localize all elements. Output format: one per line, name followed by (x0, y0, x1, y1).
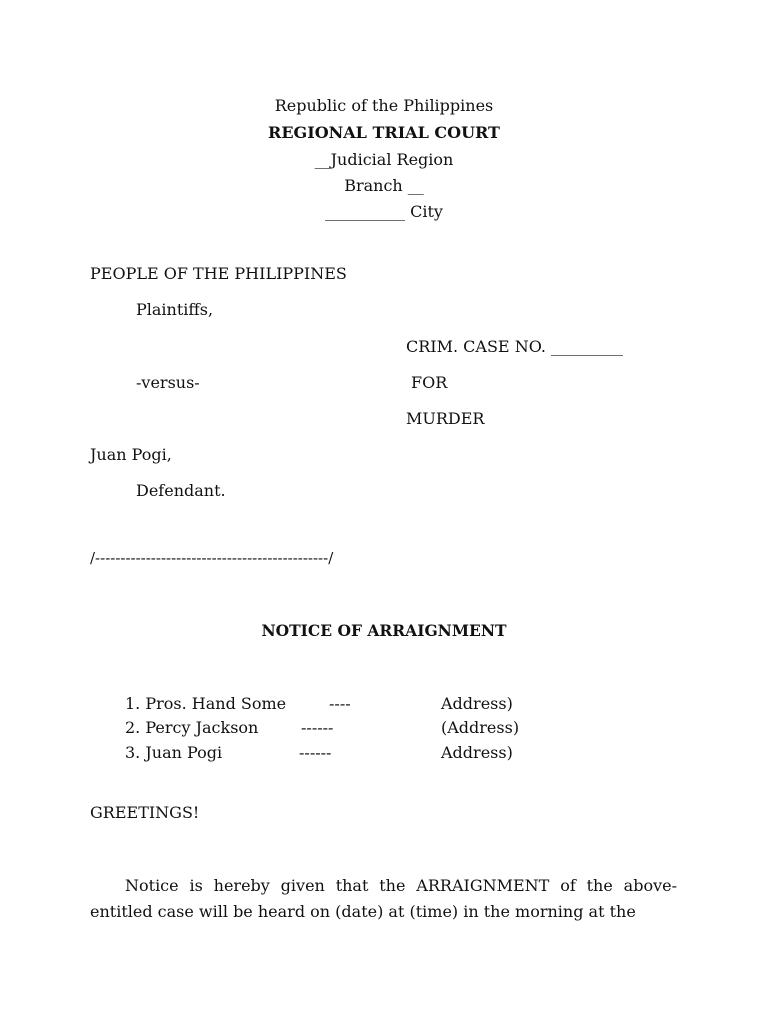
plaintiff-name: PEOPLE OF THE PHILIPPINES (90, 264, 347, 283)
recipient-dashes: ------ (301, 718, 334, 737)
body-paragraph: Notice is hereby given that the ARRAIGNMENT of the above-entitled case will be heard on (date) at (time) in the morning at the (90, 876, 677, 921)
caption-separator: /----------------------------------------------/ (90, 549, 334, 567)
republic-line: Republic of the Philippines (274, 96, 494, 115)
offense-label: MURDER (406, 409, 485, 428)
recipient-address: (Address) (441, 718, 520, 737)
branch-line: Branch __ (344, 176, 424, 195)
court-name: REGIONAL TRIAL COURT (268, 123, 500, 142)
recipient-address: Address) (441, 694, 513, 713)
greeting: GREETINGS! (90, 803, 200, 822)
for-label: FOR (411, 373, 448, 392)
defendant-role: Defendant. (136, 481, 226, 500)
plaintiff-role: Plaintiffs, (136, 300, 214, 319)
defendant-name: Juan Pogi, (90, 445, 172, 464)
document-title: NOTICE OF ARRAIGNMENT (261, 621, 507, 640)
versus-label: -versus- (136, 373, 200, 392)
recipient-dashes: ------ (299, 743, 332, 762)
recipient-name: 1. Pros. Hand Some (125, 694, 287, 713)
recipient-dashes: ---- (329, 694, 351, 713)
recipient-name: 2. Percy Jackson (125, 718, 259, 737)
case-number: CRIM. CASE NO. _________ (406, 337, 624, 356)
recipient-address: Address) (441, 743, 513, 762)
city-line: __________ City (325, 202, 443, 221)
recipient-name: 3. Juan Pogi (125, 743, 223, 762)
judicial-region: __Judicial Region (314, 150, 454, 169)
